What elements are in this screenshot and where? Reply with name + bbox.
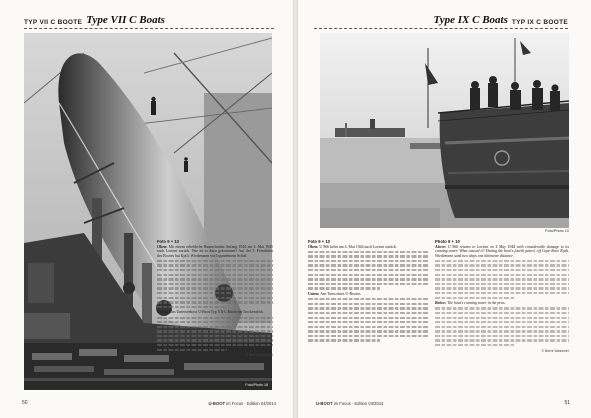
text-line [157, 321, 273, 323]
left-photo-credit: Foto/Photo 18 [245, 383, 268, 387]
text-line [157, 292, 273, 294]
right-caption-paragraph-en-1 [435, 245, 569, 259]
text-line [157, 278, 273, 280]
left-header [24, 14, 274, 26]
right-caption-paragraph-de-1 [308, 245, 428, 250]
right-header [314, 14, 568, 26]
left-caption-paragraph-1 [157, 245, 273, 259]
right-footer-sub: im Focus · Edition 04/2014 [333, 400, 384, 406]
text-line [435, 335, 569, 337]
right-column-credit: © Bernt Wassmer [541, 348, 569, 353]
right-caption-lead-en: Above: [435, 244, 447, 249]
left-header-title: Type VII C Boats [86, 14, 165, 26]
text-line [157, 344, 273, 346]
right-caption-title-de: Foto 9 + 10 [308, 240, 330, 244]
text-line [308, 269, 428, 271]
text-line [435, 292, 569, 294]
left-footer [22, 398, 276, 408]
text-line [308, 287, 380, 289]
right-page [298, 0, 591, 418]
text-line [435, 264, 569, 266]
text-line [157, 335, 273, 337]
right-caption-lead-en-2: Below: [435, 301, 447, 306]
text-line [157, 287, 273, 289]
right-caption-title-en: Photo 9 + 10 [435, 240, 460, 244]
text-line [435, 321, 569, 323]
text-line [435, 269, 569, 271]
left-caption-lead-1: Oben: [157, 244, 168, 249]
text-line [435, 283, 569, 285]
text-line [308, 312, 428, 314]
text-line [435, 339, 569, 341]
header-rule [314, 28, 568, 29]
right-header-small: TYP IX C BOOTE [511, 19, 568, 26]
right-caption-column-german [308, 240, 428, 390]
right-caption-text-de-2: Am Turm eines U-Bootes. [320, 292, 362, 297]
text-line [308, 307, 428, 309]
text-line [308, 339, 380, 341]
text-line [157, 297, 273, 299]
text-line [157, 330, 273, 332]
left-caption-title: Foto 9 + 10 [157, 240, 179, 244]
left-caption-paragraph-2 [157, 310, 273, 315]
text-line [435, 317, 569, 319]
conning-tower-image [320, 33, 569, 228]
text-line [435, 274, 569, 276]
text-line [157, 274, 273, 276]
text-line [308, 274, 428, 276]
header-rule [24, 28, 274, 29]
text-line [308, 298, 428, 300]
left-footer-brand-group [209, 401, 277, 406]
text-line [157, 269, 273, 271]
text-line [308, 283, 428, 285]
right-caption-column-english [435, 240, 569, 390]
left-caption-lead-2: Unten: [157, 310, 169, 315]
text-line [308, 251, 428, 253]
text-line [308, 317, 428, 319]
text-line [308, 326, 428, 328]
text-line [157, 349, 227, 351]
right-photo-credit: Foto/Photo 10 [545, 229, 569, 233]
text-line [157, 339, 273, 341]
text-line [308, 255, 428, 257]
text-line [435, 326, 569, 328]
text-line [308, 264, 428, 266]
text-line [435, 287, 569, 289]
text-line [435, 330, 569, 332]
right-caption-paragraph-de-2 [308, 292, 428, 297]
right-caption-lead-de-2: Unten: [308, 292, 320, 297]
text-line [435, 344, 515, 346]
left-caption-text-2: Das Unterseeboot U-Boot Typ VII C Boote im Trockendock. [169, 310, 265, 315]
text-line [308, 260, 428, 262]
text-line [157, 326, 273, 328]
right-footer [316, 398, 570, 408]
right-footer-brand: U-BOOT [316, 400, 333, 406]
text-line [157, 306, 227, 308]
right-caption-text-en-1: U 966 returns to Lorient on 4 May 1944 with considerable damage to its conning tower. What caused it? During the boat's fourth patrol, off Cape Race Kptlt. Wiedemann sank two ships one kilometre distance. [435, 244, 569, 258]
text-line [435, 297, 515, 299]
text-line [308, 278, 428, 280]
text-line [157, 264, 273, 266]
right-footer-brand-group [316, 401, 384, 406]
left-page-number: 50 [22, 400, 28, 406]
text-line [308, 321, 428, 323]
text-line [435, 260, 569, 262]
text-line [157, 260, 273, 262]
conning-tower-photo [320, 33, 569, 228]
right-header-title: Type IX C Boats [433, 14, 508, 26]
left-header-small: TYP VII C BOOTE [24, 19, 83, 26]
left-column-credit: © Bernt Wassmer [245, 353, 273, 358]
left-caption-text-1: Mit einem erhebliche Baueschuden Anfang 1944 am 4. Mai 1945 nach Lorient zurück. Wie ist es dazu gekommen? Auf der 5. Feindfahrt des Bootes hat Kptlt. Wiedemann vor Irgundeinem Schiff. [157, 244, 273, 258]
left-caption-column [157, 240, 273, 390]
right-caption-text-en-2: The boat's conning tower in the pens. [447, 301, 506, 306]
text-line [435, 278, 569, 280]
left-footer-brand: U-BOOT [208, 400, 226, 406]
left-page [0, 0, 294, 418]
text-line [435, 312, 569, 314]
text-line [308, 330, 428, 332]
text-line [157, 317, 273, 319]
text-line [157, 283, 273, 285]
right-caption-text-de-1: U 966 kehrt am 4. Mai 1944 nach Lorient zurück. [319, 244, 397, 249]
text-line [308, 335, 428, 337]
right-caption-paragraph-en-2 [435, 301, 569, 306]
text-line [435, 307, 569, 309]
right-caption-lead-de: Oben: [308, 244, 319, 249]
text-line [157, 301, 273, 303]
text-line [308, 303, 428, 305]
left-footer-sub: im Focus · Edition 04/2014 [226, 400, 276, 406]
right-page-number: 51 [564, 400, 570, 406]
